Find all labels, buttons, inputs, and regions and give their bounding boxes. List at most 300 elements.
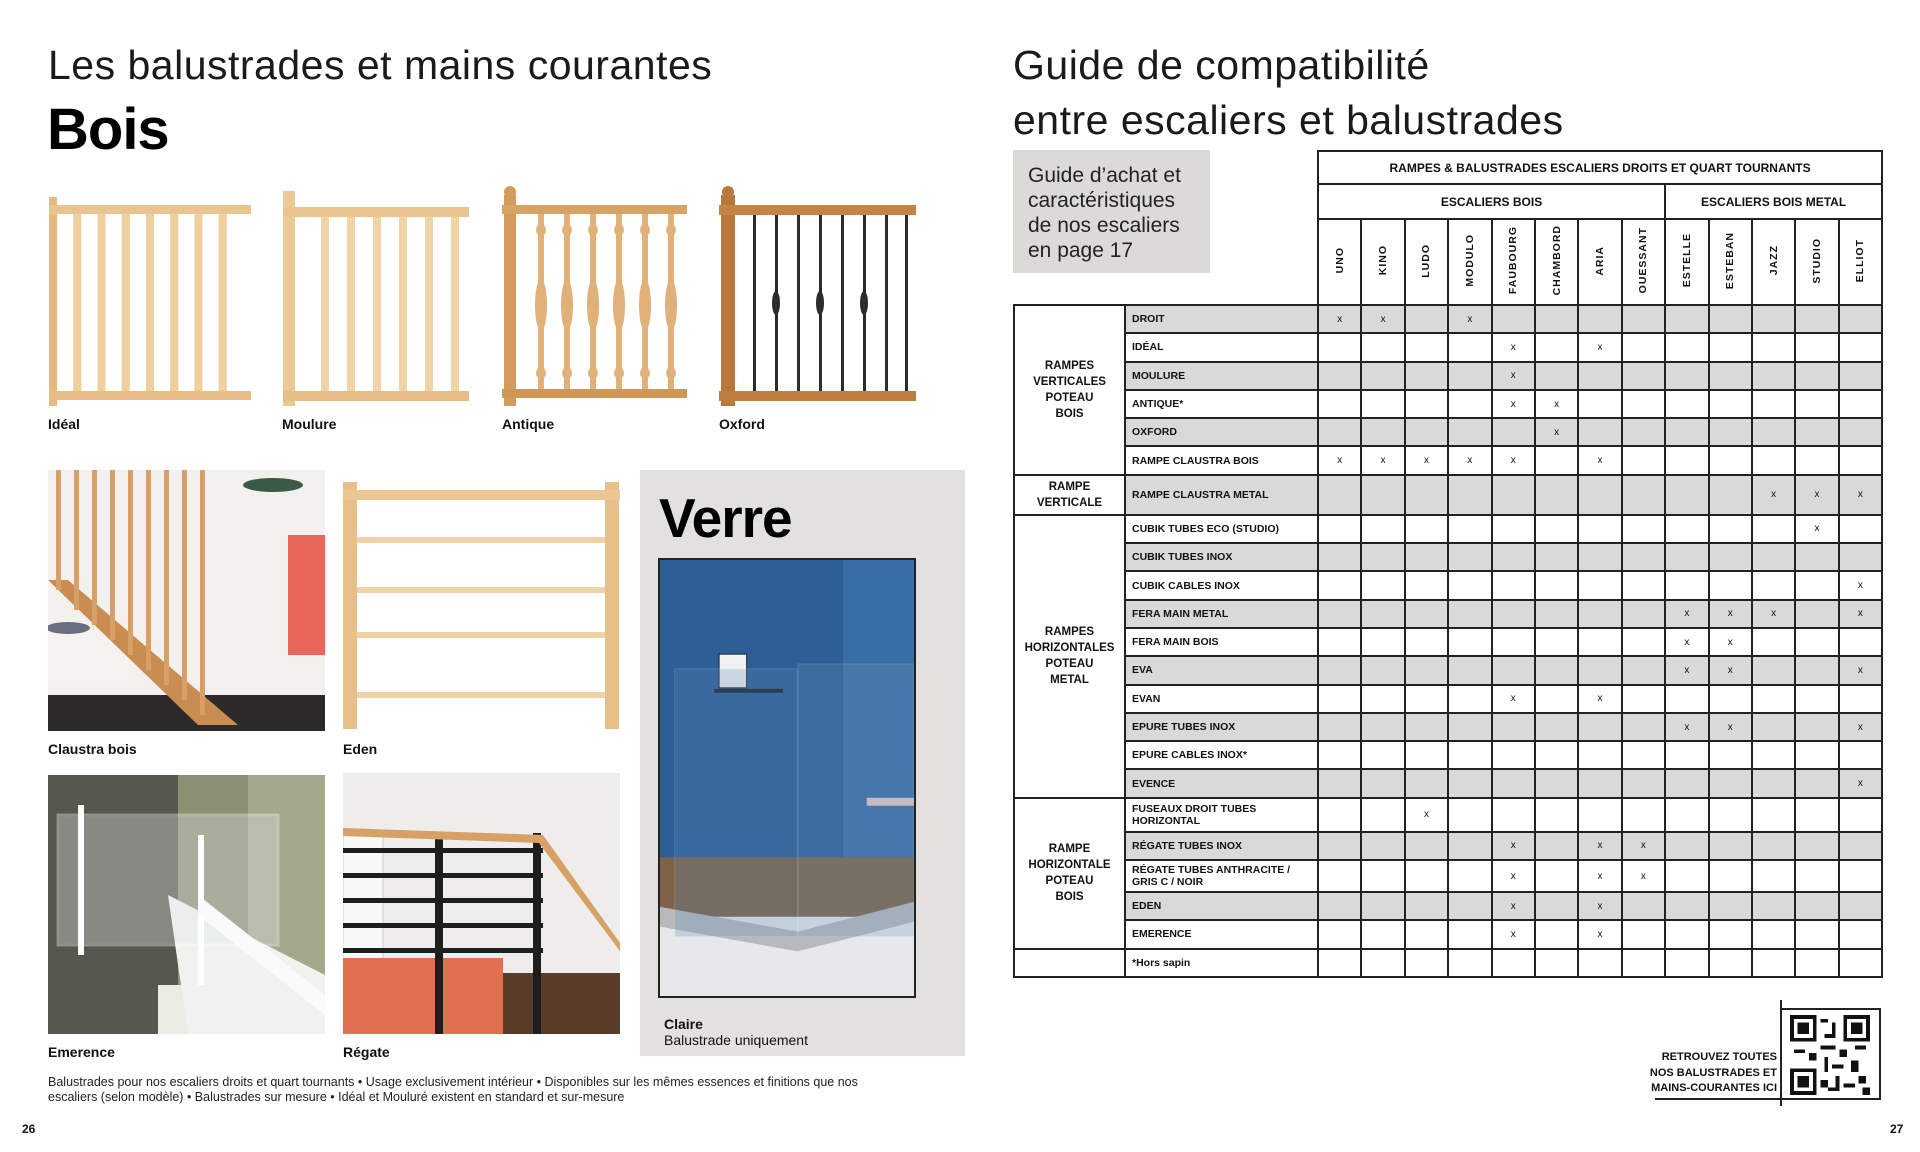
compat-mark-estelle: [1665, 685, 1708, 713]
compat-mark-estelle: x: [1665, 600, 1708, 628]
compat-mark-jazz: [1752, 798, 1795, 832]
compat-mark-elliot: [1839, 543, 1882, 571]
compat-mark-ludo: [1405, 333, 1448, 361]
compat-mark-esteban: [1709, 333, 1752, 361]
compat-mark-elliot: x: [1839, 571, 1882, 599]
oxford-balustrade-image: [719, 185, 916, 406]
compat-mark-studio: [1795, 685, 1838, 713]
compat-mark-estelle: [1665, 390, 1708, 418]
compat-mark-jazz: [1752, 305, 1795, 333]
table-row: [1014, 600, 1882, 628]
compat-mark-esteban: x: [1709, 713, 1752, 741]
compat-mark-studio: [1795, 769, 1838, 797]
compat-mark-elliot: [1839, 685, 1882, 713]
table-row: [1014, 832, 1882, 860]
compat-mark-estelle: [1665, 446, 1708, 474]
verre-title: Verre: [659, 487, 792, 549]
compat-mark-kino: [1361, 515, 1404, 543]
compat-mark-faubourg: x: [1492, 390, 1535, 418]
compat-mark-aria: [1578, 798, 1621, 832]
compat-mark-aria: [1578, 390, 1621, 418]
compat-mark-uno: [1318, 685, 1361, 713]
compat-mark-esteban: [1709, 741, 1752, 769]
column-header-ouessant: [1622, 219, 1665, 305]
footnote-line-2: escaliers (selon modèle) • Balustrades sur mesure • Idéal et Mouluré existent en standard et sur-mesure: [48, 1090, 625, 1104]
left-page-title: Les balustrades et mains courantes: [48, 42, 713, 88]
compat-mark-ludo: [1405, 769, 1448, 797]
header-spacer: [1125, 151, 1318, 184]
compat-mark-estelle: [1665, 515, 1708, 543]
compat-mark-elliot: [1839, 446, 1882, 474]
row-label: CUBIK TUBES ECO (STUDIO): [1125, 515, 1318, 543]
compat-mark-ouessant: [1622, 515, 1665, 543]
compat-mark-faubourg: x: [1492, 832, 1535, 860]
table-row: [1014, 685, 1882, 713]
compat-mark-faubourg: [1492, 798, 1535, 832]
left-footnote: [48, 1075, 928, 1105]
table-row: [1014, 362, 1882, 390]
table-row: [1014, 920, 1882, 948]
compat-mark-esteban: [1709, 769, 1752, 797]
compat-mark-studio: [1795, 741, 1838, 769]
column-header-kino: [1361, 219, 1404, 305]
column-header-modulo: [1448, 219, 1491, 305]
compat-mark-esteban: x: [1709, 600, 1752, 628]
compat-mark-studio: [1795, 656, 1838, 684]
compat-mark-kino: [1361, 685, 1404, 713]
compat-mark-kino: x: [1361, 305, 1404, 333]
compat-mark-kino: [1361, 920, 1404, 948]
compat-mark-faubourg: [1492, 656, 1535, 684]
guide-box-line: en page 17: [1028, 239, 1134, 262]
compat-mark-aria: x: [1578, 832, 1621, 860]
compat-mark-ludo: [1405, 543, 1448, 571]
row-label: EVAN: [1125, 685, 1318, 713]
compat-mark-aria: [1578, 571, 1621, 599]
compat-mark-faubourg: [1492, 475, 1535, 515]
page-number-left: 26: [22, 1122, 36, 1136]
compat-mark-elliot: [1839, 741, 1882, 769]
table-row: [1014, 628, 1882, 656]
compat-mark-modulo: [1448, 390, 1491, 418]
compat-mark-ludo: [1405, 418, 1448, 446]
table-row: [1014, 543, 1882, 571]
compat-mark-esteban: [1709, 362, 1752, 390]
compat-mark-chambord: [1535, 656, 1578, 684]
row-label: DROIT: [1125, 305, 1318, 333]
compat-mark-faubourg: x: [1492, 362, 1535, 390]
compat-mark-chambord: [1535, 333, 1578, 361]
compat-mark-aria: x: [1578, 892, 1621, 920]
compat-mark-faubourg: [1492, 628, 1535, 656]
table-row: [1014, 713, 1882, 741]
compat-mark-estelle: [1665, 769, 1708, 797]
column-header-label: STUDIO: [1810, 237, 1823, 284]
row-label: EPURE TUBES INOX: [1125, 713, 1318, 741]
row-label: EVENCE: [1125, 769, 1318, 797]
compat-mark-modulo: [1448, 769, 1491, 797]
compat-mark-kino: [1361, 543, 1404, 571]
compat-mark-chambord: [1535, 600, 1578, 628]
compat-mark-aria: [1578, 475, 1621, 515]
compat-mark-jazz: [1752, 333, 1795, 361]
antique-balustrade-image: [502, 185, 687, 406]
column-header-studio: [1795, 219, 1838, 305]
compat-mark-modulo: [1448, 860, 1491, 892]
row-label: RÉGATE TUBES ANTHRACITE / GRIS C / NOIR: [1125, 860, 1318, 892]
verre-panel: [640, 470, 965, 1056]
row-label: EVA: [1125, 656, 1318, 684]
guide-box-line: de nos escaliers: [1028, 214, 1180, 237]
column-header-faubourg: [1492, 219, 1535, 305]
row-group-label: RAMPE HORIZONTALE POTEAU BOIS: [1014, 798, 1125, 949]
row-label: OXFORD: [1125, 418, 1318, 446]
compat-mark-studio: [1795, 571, 1838, 599]
compat-mark-aria: [1578, 362, 1621, 390]
qr-code-icon: [1787, 1015, 1873, 1095]
header-spacer: [1125, 219, 1318, 305]
column-header-jazz: [1752, 219, 1795, 305]
compat-mark-faubourg: [1492, 305, 1535, 333]
column-header-estelle: [1665, 219, 1708, 305]
compat-mark-studio: [1795, 305, 1838, 333]
compat-mark-estelle: [1665, 362, 1708, 390]
compat-mark-uno: [1318, 741, 1361, 769]
table-row: [1014, 949, 1882, 977]
compat-mark-ouessant: [1622, 920, 1665, 948]
column-header-esteban: [1709, 219, 1752, 305]
table-row: [1014, 860, 1882, 892]
table-row: [1014, 418, 1882, 446]
compat-mark-ouessant: [1622, 685, 1665, 713]
compat-mark-uno: [1318, 390, 1361, 418]
compat-mark-faubourg: [1492, 769, 1535, 797]
compat-mark-esteban: [1709, 418, 1752, 446]
compat-mark-estelle: [1665, 741, 1708, 769]
compat-mark-esteban: [1709, 571, 1752, 599]
compat-mark-ludo: [1405, 892, 1448, 920]
compat-mark-ouessant: [1622, 769, 1665, 797]
compat-mark-ouessant: [1622, 475, 1665, 515]
compat-mark-jazz: [1752, 515, 1795, 543]
compat-mark-estelle: [1665, 543, 1708, 571]
compat-mark-uno: [1318, 543, 1361, 571]
table-subheader: ESCALIERS BOIS: [1318, 184, 1665, 219]
compat-mark-modulo: [1448, 685, 1491, 713]
compat-mark-jazz: [1752, 832, 1795, 860]
claire-glass-photo: [658, 558, 916, 998]
table-main-header: RAMPES & BALUSTRADES ESCALIERS DROITS ET QUART TOURNANTS: [1318, 151, 1882, 184]
compat-mark-jazz: [1752, 769, 1795, 797]
compat-mark-jazz: [1752, 949, 1795, 977]
compat-mark-kino: [1361, 860, 1404, 892]
compat-mark-modulo: [1448, 600, 1491, 628]
compat-mark-modulo: [1448, 475, 1491, 515]
row-group-label: [1014, 949, 1125, 977]
compat-mark-esteban: [1709, 949, 1752, 977]
compat-mark-uno: [1318, 920, 1361, 948]
compat-mark-ouessant: [1622, 628, 1665, 656]
compat-mark-faubourg: x: [1492, 685, 1535, 713]
eden-balustrade-image: [343, 482, 620, 729]
compat-mark-esteban: [1709, 515, 1752, 543]
compat-mark-aria: x: [1578, 685, 1621, 713]
compat-mark-uno: [1318, 362, 1361, 390]
compat-mark-modulo: [1448, 798, 1491, 832]
compat-mark-ouessant: x: [1622, 860, 1665, 892]
compat-mark-elliot: [1839, 305, 1882, 333]
compat-mark-studio: x: [1795, 475, 1838, 515]
compat-mark-ouessant: [1622, 362, 1665, 390]
compat-mark-aria: x: [1578, 446, 1621, 474]
table-subheader: ESCALIERS BOIS METAL: [1665, 184, 1882, 219]
emerence-photo: [48, 775, 325, 1034]
compat-mark-studio: [1795, 418, 1838, 446]
table-row: [1014, 769, 1882, 797]
compat-mark-estelle: x: [1665, 656, 1708, 684]
compat-mark-studio: [1795, 628, 1838, 656]
compat-mark-estelle: x: [1665, 628, 1708, 656]
qr-caption-line: RETROUVEZ TOUTES: [1661, 1051, 1777, 1063]
compat-mark-esteban: [1709, 543, 1752, 571]
compat-mark-modulo: [1448, 571, 1491, 599]
compat-mark-kino: [1361, 390, 1404, 418]
caption-regate: Régate: [343, 1044, 390, 1060]
compat-mark-elliot: [1839, 628, 1882, 656]
compat-mark-ludo: [1405, 920, 1448, 948]
compat-mark-modulo: x: [1448, 305, 1491, 333]
compat-mark-kino: [1361, 362, 1404, 390]
compat-mark-kino: [1361, 949, 1404, 977]
compat-mark-uno: [1318, 832, 1361, 860]
compat-mark-faubourg: [1492, 571, 1535, 599]
compat-mark-elliot: [1839, 860, 1882, 892]
compat-mark-estelle: [1665, 475, 1708, 515]
compat-mark-studio: [1795, 832, 1838, 860]
header-spacer: [1014, 151, 1125, 184]
compat-mark-esteban: [1709, 475, 1752, 515]
compat-mark-modulo: [1448, 656, 1491, 684]
compat-mark-chambord: [1535, 741, 1578, 769]
compat-mark-chambord: [1535, 446, 1578, 474]
compat-mark-faubourg: x: [1492, 892, 1535, 920]
compat-mark-uno: [1318, 860, 1361, 892]
table-row: [1014, 656, 1882, 684]
compat-mark-ludo: [1405, 362, 1448, 390]
compat-mark-modulo: [1448, 628, 1491, 656]
compat-mark-esteban: [1709, 892, 1752, 920]
compat-mark-jazz: [1752, 390, 1795, 418]
compat-mark-elliot: x: [1839, 656, 1882, 684]
compat-mark-chambord: [1535, 798, 1578, 832]
compat-mark-ludo: [1405, 305, 1448, 333]
compat-mark-esteban: [1709, 446, 1752, 474]
compat-mark-ludo: x: [1405, 446, 1448, 474]
compat-mark-modulo: [1448, 333, 1491, 361]
compat-mark-modulo: [1448, 949, 1491, 977]
compat-mark-uno: [1318, 798, 1361, 832]
compat-mark-estelle: [1665, 920, 1708, 948]
verre-product-name: Claire: [664, 1016, 703, 1032]
moulure-balustrade-image: [283, 191, 469, 406]
compat-mark-jazz: [1752, 418, 1795, 446]
compat-mark-ludo: [1405, 741, 1448, 769]
compat-mark-aria: [1578, 656, 1621, 684]
compat-mark-faubourg: [1492, 600, 1535, 628]
compat-mark-aria: x: [1578, 860, 1621, 892]
compat-mark-uno: [1318, 475, 1361, 515]
compat-mark-jazz: [1752, 860, 1795, 892]
compat-mark-aria: [1578, 713, 1621, 741]
regate-photo: [343, 773, 620, 1034]
compat-mark-modulo: [1448, 920, 1491, 948]
column-header-label: CHAMBORD: [1550, 225, 1563, 296]
compat-mark-studio: [1795, 446, 1838, 474]
compat-mark-modulo: [1448, 418, 1491, 446]
table-row: [1014, 798, 1882, 832]
table-row: [1014, 571, 1882, 599]
compat-mark-faubourg: [1492, 949, 1535, 977]
table-column-header-row: [1014, 219, 1882, 305]
compat-mark-aria: [1578, 515, 1621, 543]
caption-claustra-bois: Claustra bois: [48, 741, 137, 757]
compat-mark-ouessant: [1622, 446, 1665, 474]
compat-mark-elliot: x: [1839, 769, 1882, 797]
compat-mark-aria: [1578, 741, 1621, 769]
compat-mark-elliot: [1839, 515, 1882, 543]
compat-mark-studio: [1795, 713, 1838, 741]
compat-mark-ludo: [1405, 949, 1448, 977]
compat-mark-uno: [1318, 515, 1361, 543]
compat-mark-chambord: [1535, 920, 1578, 948]
compat-mark-estelle: x: [1665, 713, 1708, 741]
compat-mark-esteban: x: [1709, 656, 1752, 684]
compat-mark-uno: x: [1318, 305, 1361, 333]
compat-mark-estelle: [1665, 832, 1708, 860]
compat-mark-kino: [1361, 418, 1404, 446]
row-label: EPURE CABLES INOX*: [1125, 741, 1318, 769]
compat-mark-modulo: [1448, 832, 1491, 860]
compat-mark-chambord: [1535, 949, 1578, 977]
compat-mark-jazz: [1752, 543, 1795, 571]
column-header-label: ESTEBAN: [1724, 231, 1737, 290]
compat-mark-esteban: [1709, 685, 1752, 713]
row-label: FUSEAUX DROIT TUBES HORIZONTAL: [1125, 798, 1318, 832]
compat-mark-uno: [1318, 656, 1361, 684]
row-label: CUBIK CABLES INOX: [1125, 571, 1318, 599]
row-label: RAMPE CLAUSTRA BOIS: [1125, 446, 1318, 474]
table-row: [1014, 475, 1882, 515]
column-header-label: ARIA: [1594, 245, 1607, 276]
compat-mark-estelle: [1665, 571, 1708, 599]
table-subheader-row: [1014, 184, 1882, 219]
compat-mark-ludo: [1405, 656, 1448, 684]
table-row: [1014, 515, 1882, 543]
compat-mark-elliot: [1839, 333, 1882, 361]
compat-mark-uno: [1318, 949, 1361, 977]
page-number-right: 27: [1890, 1122, 1904, 1136]
compat-mark-esteban: [1709, 920, 1752, 948]
compat-mark-faubourg: [1492, 741, 1535, 769]
compat-mark-jazz: [1752, 685, 1795, 713]
compat-mark-faubourg: x: [1492, 333, 1535, 361]
qr-caption-line: NOS BALUSTRADES ET: [1649, 1066, 1777, 1079]
column-header-label: KINO: [1377, 245, 1390, 276]
compat-mark-jazz: [1752, 628, 1795, 656]
compat-mark-jazz: x: [1752, 600, 1795, 628]
compat-mark-ludo: [1405, 571, 1448, 599]
column-header-label: ELLIOT: [1854, 238, 1867, 283]
compat-mark-uno: x: [1318, 446, 1361, 474]
compat-mark-chambord: [1535, 892, 1578, 920]
table-row: [1014, 892, 1882, 920]
compat-mark-estelle: [1665, 860, 1708, 892]
compat-mark-chambord: x: [1535, 390, 1578, 418]
compat-mark-ouessant: [1622, 543, 1665, 571]
column-header-chambord: [1535, 219, 1578, 305]
compat-mark-uno: [1318, 571, 1361, 599]
compat-mark-uno: [1318, 713, 1361, 741]
caption-oxford: Oxford: [719, 416, 765, 432]
compat-mark-chambord: [1535, 832, 1578, 860]
compat-mark-jazz: x: [1752, 475, 1795, 515]
compat-mark-modulo: x: [1448, 446, 1491, 474]
compat-mark-ouessant: [1622, 798, 1665, 832]
compat-mark-uno: [1318, 333, 1361, 361]
compat-mark-chambord: [1535, 860, 1578, 892]
compat-mark-studio: [1795, 892, 1838, 920]
compat-mark-kino: [1361, 832, 1404, 860]
compat-mark-studio: [1795, 333, 1838, 361]
compat-mark-aria: [1578, 600, 1621, 628]
compat-mark-estelle: [1665, 892, 1708, 920]
compatibility-table: [1013, 150, 1883, 978]
compat-mark-chambord: [1535, 515, 1578, 543]
compat-mark-estelle: [1665, 418, 1708, 446]
right-page-title-line-2: entre escaliers et balustrades: [1013, 97, 1564, 143]
table-row: [1014, 333, 1882, 361]
compat-mark-kino: [1361, 628, 1404, 656]
compat-mark-aria: [1578, 305, 1621, 333]
qr-caption-line: MAINS-COURANTES ICI: [1651, 1082, 1777, 1094]
compat-mark-elliot: [1839, 390, 1882, 418]
header-spacer: [1014, 219, 1125, 305]
footnote-line-1: Balustrades pour nos escaliers droits et quart tournants • Usage exclusivement intérieur • Disponibles sur les mêmes essences et finitions que nos: [48, 1075, 858, 1089]
compat-mark-aria: [1578, 418, 1621, 446]
row-label: EDEN: [1125, 892, 1318, 920]
table-row: [1014, 390, 1882, 418]
compat-mark-elliot: [1839, 892, 1882, 920]
compat-mark-ouessant: x: [1622, 832, 1665, 860]
compat-mark-faubourg: [1492, 418, 1535, 446]
compat-mark-uno: [1318, 769, 1361, 797]
qr-code[interactable]: [1782, 1008, 1881, 1100]
compat-mark-studio: [1795, 860, 1838, 892]
compat-mark-kino: [1361, 571, 1404, 599]
compat-mark-jazz: [1752, 713, 1795, 741]
caption-ideal: Idéal: [48, 416, 80, 432]
compat-mark-ludo: [1405, 475, 1448, 515]
compat-mark-kino: [1361, 333, 1404, 361]
compat-mark-faubourg: x: [1492, 860, 1535, 892]
compat-mark-elliot: [1839, 920, 1882, 948]
compat-mark-chambord: [1535, 362, 1578, 390]
compat-mark-esteban: x: [1709, 628, 1752, 656]
compat-mark-esteban: [1709, 305, 1752, 333]
compat-mark-studio: [1795, 543, 1838, 571]
compat-mark-kino: [1361, 656, 1404, 684]
compat-mark-ludo: [1405, 600, 1448, 628]
